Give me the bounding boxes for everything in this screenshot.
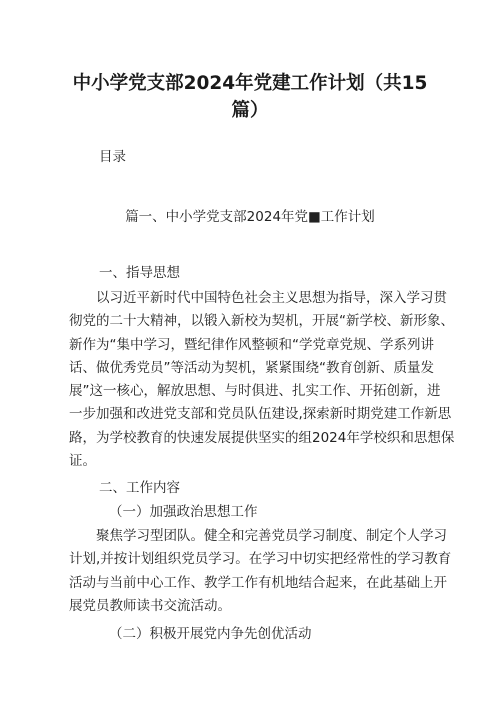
paragraph-line: 话、做优秀党员”等活动为契机，紧紧围绕“教育创新、质量发 — [69, 359, 434, 376]
paragraph-line: 路，为学校教育的快速发展提供坚实的组2024年学校织和思想保 — [69, 429, 455, 446]
subheading-party-excellence: （二）积极开展党内争先创优活动 — [109, 626, 312, 642]
paragraph-line: 展”这一核心，解放思想、与时俱进、扎实工作、开拓创新，进 — [69, 383, 441, 400]
section-heading: 篇一、中小学党支部2024年党■工作计划 — [125, 209, 375, 225]
paragraph-line: 以习近平新时代中国特色社会主义思想为指导，深入学习贯 — [96, 290, 447, 306]
paragraph-line: 活动与当前中心工作、教学工作有机地结合起来，在此基础上开 — [69, 574, 447, 591]
subheading-political-work: （一）加强政治思想工作 — [109, 504, 258, 520]
paragraph-line: 聚焦学习型团队。健全和完善党员学习制度、制定个人学习 — [96, 528, 447, 544]
heading-work-content: 二、工作内容 — [99, 480, 180, 496]
paragraph-line: 彻党的二十大精神，以锻入新校为契机，开展“新学校、新形象、 — [69, 313, 454, 330]
paragraph-line: 一步加强和改进党支部和党员队伍建设,探索新时期党建工作新思 — [69, 406, 452, 423]
paragraph-line: 新作为“集中学习，暨纪律作风整顿和“学党章党规、学系列讲 — [69, 336, 434, 353]
paragraph-line: 展党员教师读书交流活动。 — [69, 597, 231, 614]
document-title-line-1: 中小学党支部2024年党建工作计划（共15 — [72, 73, 428, 94]
paragraph-line: 证。 — [69, 453, 96, 470]
toc-label: 目录 — [99, 149, 126, 165]
paragraph-line: 计划,并按计划组织党员学习。在学习中切实把经常性的学习教育 — [69, 551, 452, 568]
heading-guiding-ideology: 一、指导思想 — [99, 265, 180, 281]
document-title-line-2: 篇） — [231, 100, 269, 121]
document-title — [60, 70, 440, 124]
paragraph-political-work — [69, 525, 465, 618]
paragraph-guiding-ideology — [69, 287, 465, 473]
